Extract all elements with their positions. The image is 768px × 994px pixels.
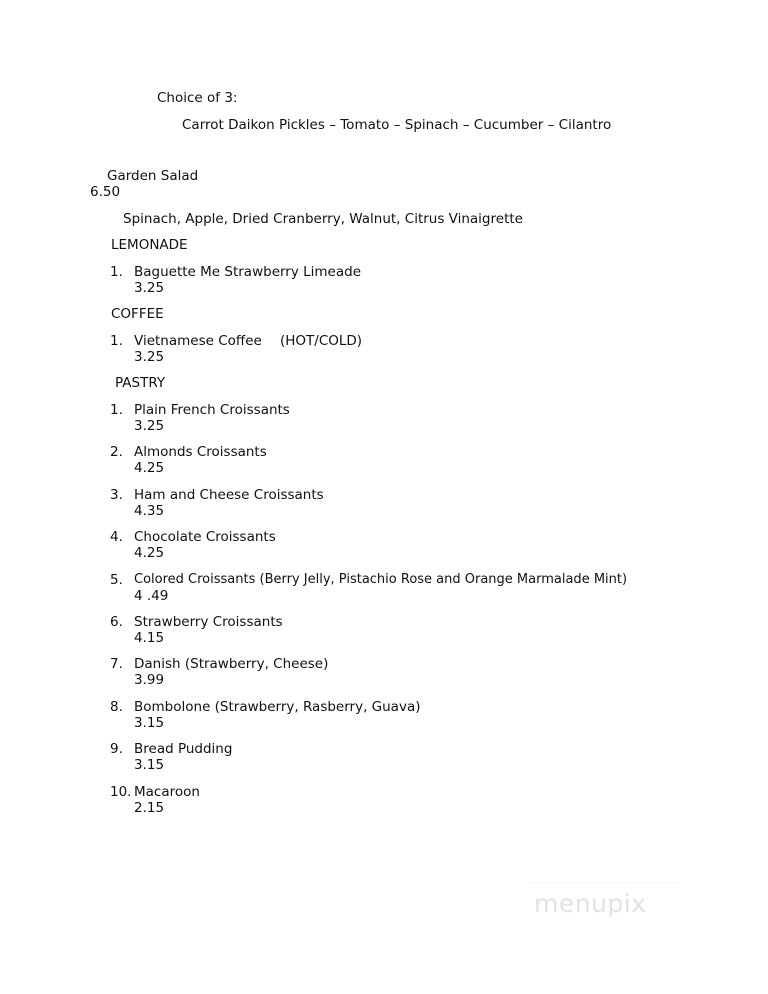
item-name: Danish (Strawberry, Cheese) — [134, 656, 329, 672]
item-name: Macaroon — [134, 784, 200, 800]
item-name: Almonds Croissants — [134, 444, 267, 460]
item-price: 3.15 — [134, 757, 165, 773]
item-note: (HOT/COLD) — [280, 333, 363, 349]
item-number: 1. — [110, 264, 123, 280]
garden-salad-price: 6.50 — [90, 184, 121, 200]
item-name: Baguette Me Strawberry Limeade — [134, 264, 362, 280]
item-number: 9. — [110, 741, 123, 757]
item-price: 4.25 — [134, 545, 165, 561]
garden-salad-name: Garden Salad — [107, 168, 199, 184]
item-number: 3. — [110, 487, 123, 503]
item-price: 3.25 — [134, 349, 165, 365]
garden-salad-description: Spinach, Apple, Dried Cranberry, Walnut, Citrus Vinaigrette — [123, 211, 523, 227]
item-price: 4.15 — [134, 630, 165, 646]
item-number: 6. — [110, 614, 123, 630]
item-name: Ham and Cheese Croissants — [134, 487, 324, 503]
watermark-divider — [530, 882, 680, 889]
item-price: 3.15 — [134, 715, 165, 731]
item-name: Bombolone (Strawberry, Rasberry, Guava) — [134, 699, 421, 715]
item-number: 2. — [110, 444, 123, 460]
item-name: Strawberry Croissants — [134, 614, 283, 630]
item-price: 2.15 — [134, 800, 165, 816]
item-number: 5. — [110, 572, 123, 588]
coffee-heading: COFFEE — [111, 306, 164, 322]
item-name: Chocolate Croissants — [134, 529, 276, 545]
item-name: Plain French Croissants — [134, 402, 290, 418]
item-number: 4. — [110, 529, 123, 545]
item-number: 8. — [110, 699, 123, 715]
item-price: 3.99 — [134, 672, 165, 688]
item-name: Vietnamese Coffee — [134, 333, 262, 349]
pastry-heading: PASTRY — [115, 375, 166, 391]
watermark-logo: menupix — [534, 889, 647, 918]
item-number: 10. — [110, 784, 132, 800]
item-price: 4 .49 — [134, 588, 169, 604]
item-number: 1. — [110, 402, 123, 418]
lemonade-heading: LEMONADE — [111, 237, 188, 253]
choice-heading: Choice of 3: — [157, 90, 238, 106]
item-price: 4.25 — [134, 460, 165, 476]
item-name: Colored Croissants (Berry Jelly, Pistachio Rose and Orange Marmalade Mint) — [134, 572, 628, 587]
choice-options: Carrot Daikon Pickles – Tomato – Spinach – Cucumber – Cilantro — [182, 117, 612, 133]
item-number: 1. — [110, 333, 123, 349]
item-price: 4.35 — [134, 503, 165, 519]
item-price: 3.25 — [134, 280, 165, 296]
item-number: 7. — [110, 656, 123, 672]
item-price: 3.25 — [134, 418, 165, 434]
item-name: Bread Pudding — [134, 741, 233, 757]
